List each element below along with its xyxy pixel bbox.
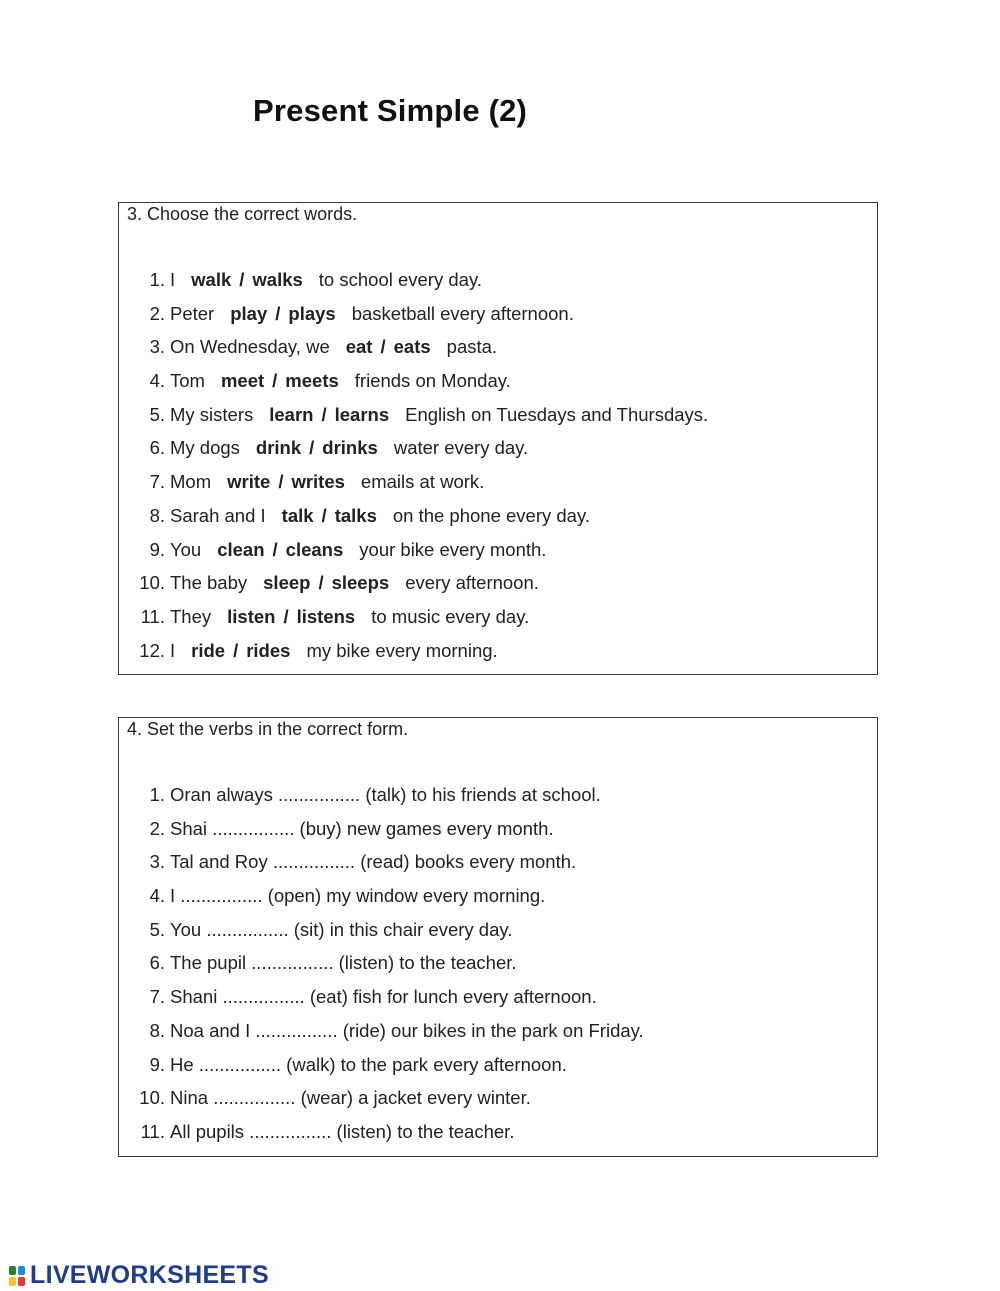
word-choice (269, 404, 389, 425)
sentence-start: Mom (170, 471, 212, 493)
item-number: 1. (149, 784, 165, 805)
sentence-end: pasta. (446, 336, 498, 358)
choice-option-a[interactable]: listen (227, 605, 276, 627)
item-number: 8. (149, 504, 165, 526)
choice-option-b[interactable]: drinks (322, 437, 378, 459)
item-number: 7. (149, 986, 165, 1008)
choice-option-a[interactable]: clean (217, 538, 265, 560)
item-number: 10. (139, 572, 165, 594)
choice-option-b[interactable]: walks (252, 269, 303, 290)
list-item (119, 885, 644, 919)
exercise-4-heading: 4. Set the verbs in the correct form. (127, 719, 409, 739)
word-choice (227, 471, 345, 492)
item-number: 7. (149, 471, 165, 493)
sentence-end: to music every day. (371, 605, 530, 627)
choice-separator: / (380, 336, 386, 358)
list-item (119, 539, 708, 573)
item-number: 5. (149, 918, 165, 940)
choice-option-b[interactable]: rides (246, 639, 291, 661)
list-item (119, 404, 708, 438)
choice-option-b[interactable]: eats (393, 336, 431, 358)
logo-tile (9, 1266, 16, 1275)
choice-option-a[interactable]: meet (220, 370, 265, 392)
sentence-start: I (170, 639, 176, 661)
sentence-end: English on Tuesdays and Thursdays. (405, 403, 709, 425)
choice-separator: / (283, 605, 289, 627)
exercise-3-list (119, 269, 708, 673)
sentence-start: I (170, 269, 176, 290)
item-number: 4. (149, 370, 165, 392)
list-item (119, 336, 708, 370)
word-choice (256, 437, 378, 458)
list-item (119, 572, 708, 606)
sentence-start: My sisters (170, 403, 254, 425)
item-number: 10. (139, 1087, 165, 1109)
sentence-end: emails at work. (360, 471, 485, 493)
page-title: Present Simple (2) (253, 93, 528, 128)
exercise-4-box (118, 717, 878, 1157)
word-choice (221, 370, 339, 391)
list-item (119, 505, 708, 539)
list-item (119, 471, 708, 505)
sentence-text: All pupils ................ (listen) to the teacher. (170, 1120, 515, 1142)
sentence-start: My dogs (170, 437, 240, 459)
choice-option-b[interactable]: plays (288, 302, 336, 324)
word-choice (282, 505, 377, 526)
sentence-text: The pupil ................ (listen) to the teacher. (170, 952, 517, 974)
liveworksheets-logo[interactable] (8, 1261, 269, 1290)
exercise-4-list (119, 784, 644, 1155)
logo-tile (9, 1277, 16, 1286)
choice-separator: / (321, 504, 327, 526)
choice-separator: / (239, 269, 245, 290)
list-item (119, 919, 644, 953)
sentence-text: He ................ (walk) to the park every afternoon. (170, 1053, 567, 1075)
sentence-end: to school every day. (318, 269, 482, 290)
sentence-text: Nina ................ (wear) a jacket every winter. (170, 1087, 531, 1109)
choice-option-a[interactable]: eat (345, 336, 373, 358)
item-number: 3. (149, 336, 165, 358)
list-item (119, 606, 708, 640)
item-number: 4. (149, 885, 165, 907)
choice-option-b[interactable]: cleans (285, 538, 344, 560)
choice-option-a[interactable]: play (230, 302, 268, 324)
item-number: 5. (149, 403, 165, 425)
choice-separator: / (309, 437, 315, 459)
sentence-text: I ................ (open) my window every morning. (170, 885, 546, 907)
list-item (119, 986, 644, 1020)
choice-separator: / (278, 471, 284, 493)
item-number: 8. (149, 1019, 165, 1041)
sentence-start: On Wednesday, we (170, 336, 330, 358)
list-item (119, 437, 708, 471)
sentence-end: your bike every month. (359, 538, 547, 560)
item-number: 6. (149, 437, 165, 459)
choice-option-b[interactable]: meets (285, 370, 339, 392)
sentence-text: Tal and Roy ................ (read) books every month. (170, 851, 577, 873)
word-choice (227, 606, 355, 627)
sentence-start: Sarah and I (170, 504, 266, 526)
choice-option-b[interactable]: learns (334, 403, 390, 425)
choice-option-b[interactable]: listens (296, 605, 356, 627)
item-number: 9. (149, 1053, 165, 1075)
item-number: 6. (149, 952, 165, 974)
list-item (119, 851, 644, 885)
sentence-end: every afternoon. (405, 572, 539, 594)
sentence-text: Shani ................ (eat) fish for lunch every afternoon. (170, 986, 597, 1008)
item-number: 2. (149, 302, 165, 324)
choice-option-a[interactable]: drink (255, 437, 302, 459)
choice-separator: / (272, 370, 278, 392)
sentence-end: friends on Monday. (354, 370, 511, 392)
sentence-end: on the phone every day. (392, 504, 590, 526)
choice-option-b[interactable]: talks (334, 504, 377, 526)
choice-option-a[interactable]: sleep (263, 572, 311, 594)
word-choice (230, 303, 335, 324)
choice-separator: / (318, 572, 324, 594)
sentence-text: You ................ (sit) in this chair every day. (170, 918, 513, 940)
sentence-start: They (170, 605, 212, 627)
item-number: 2. (149, 817, 165, 839)
choice-separator: / (272, 538, 278, 560)
sentence-start: Tom (170, 370, 205, 392)
list-item (119, 1020, 644, 1054)
logo-tile (18, 1266, 25, 1275)
choice-separator: / (233, 639, 239, 661)
list-item (119, 784, 644, 818)
logo-mark-icon (8, 1265, 26, 1287)
word-choice (217, 539, 343, 560)
item-number: 12. (139, 639, 165, 661)
list-item (119, 269, 708, 303)
list-item (119, 303, 708, 337)
word-choice (346, 336, 431, 357)
exercise-3-heading: 3. Choose the correct words. (127, 204, 358, 224)
choice-option-a[interactable]: talk (281, 504, 314, 526)
choice-option-b[interactable]: sleeps (331, 572, 390, 594)
sentence-end: water every day. (393, 437, 529, 459)
choice-option-a[interactable]: ride (191, 639, 226, 661)
sentence-text: Shai ................ (buy) new games every month. (170, 817, 554, 839)
list-item (119, 370, 708, 404)
list-item (119, 818, 644, 852)
sentence-end: my bike every morning. (306, 639, 498, 661)
choice-option-a[interactable]: learn (269, 403, 314, 425)
sentence-start: The baby (170, 572, 248, 594)
choice-option-a[interactable]: walk (191, 269, 232, 290)
logo-text: LIVEWORKSHEETS (30, 1261, 269, 1289)
sentence-end: basketball every afternoon. (351, 302, 574, 324)
list-item (119, 1054, 644, 1088)
exercise-3-box (118, 202, 878, 675)
item-number: 3. (149, 851, 165, 873)
word-choice (263, 572, 389, 593)
list-item (119, 952, 644, 986)
sentence-start: You (170, 538, 202, 560)
word-choice (191, 269, 303, 290)
logo-tile (18, 1277, 25, 1286)
choice-separator: / (321, 403, 327, 425)
item-number: 9. (149, 538, 165, 560)
item-number: 11. (140, 605, 165, 627)
choice-separator: / (275, 302, 281, 324)
list-item (119, 1121, 644, 1155)
sentence-start: Peter (170, 302, 215, 324)
word-choice (191, 640, 290, 661)
list-item (119, 640, 708, 674)
sentence-text: Oran always ................ (talk) to his friends at school. (170, 784, 601, 805)
sentence-text: Noa and I ................ (ride) our bikes in the park on Friday. (170, 1019, 644, 1041)
item-number: 11. (140, 1120, 165, 1142)
list-item (119, 1087, 644, 1121)
choice-option-b[interactable]: writes (291, 471, 345, 493)
item-number: 1. (149, 269, 165, 290)
choice-option-a[interactable]: write (227, 471, 271, 493)
